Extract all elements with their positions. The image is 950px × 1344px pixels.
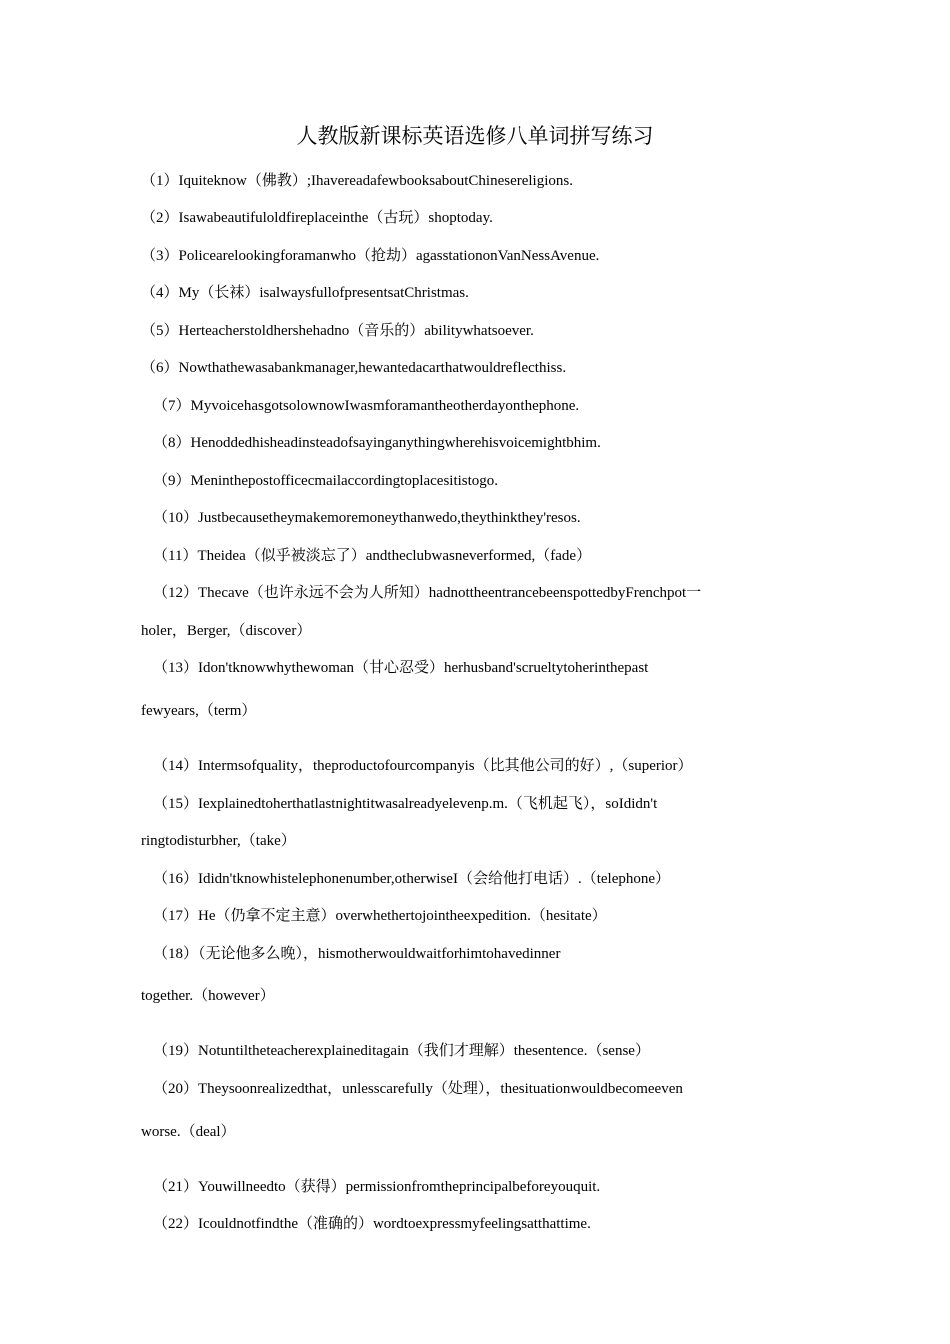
- page-title: 人教版新课标英语选修八单词拼写练习: [296, 124, 654, 148]
- exercise-line: （11）Theidea（似乎被淡忘了）andtheclubwasneverformed,（fade）: [153, 548, 592, 564]
- exercise-line: （22）Icouldnotfindthe（准确的）wordtoexpressmyfeelingsatthattime.: [153, 1216, 591, 1232]
- exercise-line: （19）Notuntiltheteacherexplaineditagain（我们才理解）thesentence.（sense）: [153, 1043, 650, 1059]
- exercise-line: （14）Intermsofquality，theproductofourcompanyis（比其他公司的好）,（superior）: [153, 758, 693, 774]
- exercise-line: （16）Ididn'tknowhistelephonenumber,otherwiseI（会给他打电话）.（telephone）: [153, 871, 671, 887]
- exercise-line: （4）My（长袜）isalwaysfullofpresentsatChristmas.: [141, 285, 469, 301]
- exercise-line: （12）Thecave（也许永远不会为人所知）hadnottheentrancebeenspottedbyFrenchpot一: [153, 585, 702, 601]
- exercise-line: ringtodisturbher,（take）: [141, 833, 296, 849]
- exercise-line: （18）（无论他多么晚），hismotherwouldwaitforhimtohavedinner: [153, 946, 561, 962]
- exercise-line: （2）Isawabeautifuloldfireplaceinthe（古玩）shoptoday.: [141, 210, 493, 226]
- exercise-line: （9）Meninthepostofficecmailaccordingtoplacesitistogo.: [153, 473, 499, 489]
- exercise-line: （17）He（仍拿不定主意）overwhethertojointheexpedition.（hesitate）: [153, 908, 607, 924]
- exercise-line: together.（however）: [141, 988, 275, 1004]
- exercise-line: （20）Theysoonrealizedthat，unlesscarefully（处理），thesituationwouldbecomeeven: [153, 1081, 683, 1097]
- exercise-line: （13）Idon'tknowwhythewoman（甘心忍受）herhusband'scrueltytoherinthepast: [153, 660, 649, 676]
- exercise-line: （3）Policearelookingforamanwho（抢劫）agasstationonVanNessAvenue.: [141, 248, 600, 264]
- exercise-line: （8）Henoddedhisheadinsteadofsayinganythingwherehisvoicemightbhim.: [153, 435, 601, 451]
- exercise-line: （21）Youwillneedto（获得）permissionfromtheprincipalbeforeyouquit.: [153, 1179, 601, 1195]
- exercise-line: fewyears,（term）: [141, 703, 257, 719]
- exercise-line: holer，Berger,（discover）: [141, 623, 312, 639]
- exercise-line: （5）Herteacherstoldhershehadno（音乐的）abilitywhatsoever.: [141, 323, 534, 339]
- exercise-line: （6）Nowthathewasabankmanager,hewantedacarthatwouldreflecthiss.: [141, 360, 567, 376]
- exercise-line: （7）MyvoicehasgotsolownowIwasmforamantheotherdayonthephone.: [153, 398, 580, 414]
- exercise-line: （1）Iquiteknow（佛教）;IhavereadafewbooksaboutChinesereligions.: [141, 173, 573, 189]
- exercise-line: （15）Iexplainedtoherthatlastnightitwasalreadyelevenp.m.（飞机起飞），soIdidn't: [153, 796, 658, 812]
- exercise-line: （10）Justbecausetheymakemoremoneythanwedo,theythinkthey'resos.: [153, 510, 581, 526]
- exercise-line: worse.（deal）: [141, 1124, 236, 1140]
